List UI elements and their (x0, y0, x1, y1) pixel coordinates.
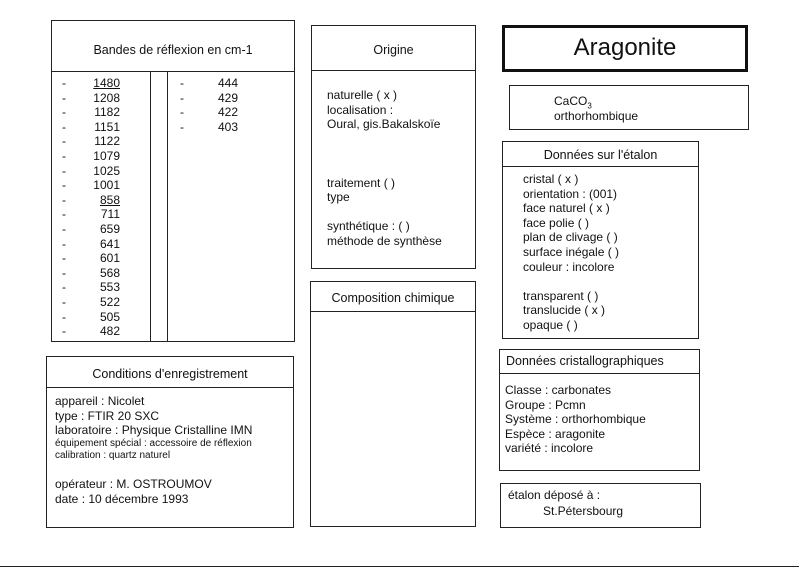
band-dash: - (62, 76, 66, 90)
band-row (62, 105, 120, 119)
band-value: 482 (99, 324, 120, 339)
band-value: 858 (99, 192, 120, 207)
band-row (62, 207, 120, 221)
band-row (180, 76, 238, 90)
band-dash: - (62, 236, 66, 251)
text-line: orientation : (001) (523, 186, 618, 201)
etalon-divider (503, 166, 698, 167)
band-value: 429 (217, 90, 238, 105)
bands-col-divider-1 (150, 71, 151, 341)
mineral-name: Aragonite (502, 25, 748, 72)
text-line: surface inégale ( ) (523, 245, 620, 259)
band-dash: - (62, 192, 66, 207)
text-line: plan de clivage ( ) (523, 230, 618, 245)
text-line: variété : incolore (505, 441, 594, 456)
band-value: 1025 (93, 163, 120, 178)
page-bottom-rule (0, 566, 799, 567)
band-dash: - (62, 105, 66, 120)
band-value: 641 (99, 236, 120, 251)
cristallo-divider (500, 373, 699, 374)
text-line: Oural, gis.Bakalskoïe (327, 117, 441, 132)
text-line: naturelle ( x ) (327, 88, 398, 102)
band-row (62, 222, 120, 236)
band-value: 403 (217, 119, 238, 134)
text-line: type (327, 190, 350, 205)
band-value: 422 (217, 105, 238, 120)
band-row (62, 76, 120, 90)
band-value: 568 (99, 265, 120, 280)
text-line: Groupe : Pcmn (505, 397, 586, 412)
bands-divider (52, 71, 294, 72)
bands-panel (51, 20, 295, 342)
band-value: 1151 (94, 119, 120, 134)
text-line: appareil : Nicolet (55, 394, 145, 408)
bands-title: Bandes de réflexion en cm-1 (93, 43, 253, 57)
conditions-title: Conditions d'enregistrement (92, 367, 248, 381)
formula-prefix: CaCO (554, 94, 588, 108)
band-dash: - (62, 295, 66, 309)
band-row (62, 134, 120, 148)
band-value: 1480 (93, 76, 120, 90)
band-dash: - (62, 251, 66, 266)
text-line: Espèce : aragonite (505, 426, 606, 441)
band-row (62, 295, 120, 309)
band-dash: - (62, 163, 66, 178)
text-line: localisation : (327, 102, 394, 117)
composition-panel (310, 281, 476, 527)
origine-panel (311, 25, 476, 269)
band-value: 601 (99, 251, 120, 266)
band-dash: - (62, 222, 66, 236)
band-row (62, 251, 120, 265)
band-dash: - (62, 149, 66, 163)
band-row (180, 105, 238, 119)
band-row (62, 280, 120, 294)
band-value: 1001 (93, 178, 120, 193)
band-row (62, 193, 120, 207)
band-row (62, 237, 120, 251)
band-value: 1122 (94, 134, 120, 149)
text-line: méthode de synthèse (327, 234, 442, 248)
band-value: 553 (99, 280, 120, 295)
text-line: synthétique : ( ) (327, 219, 410, 234)
conditions-divider (47, 387, 293, 388)
band-dash: - (62, 207, 66, 222)
band-row (62, 266, 120, 280)
band-dash: - (62, 178, 66, 193)
band-row (180, 91, 238, 105)
band-dash: - (180, 105, 184, 120)
text-line: couleur : incolore (523, 259, 615, 274)
band-value: 1182 (94, 105, 120, 120)
band-value: 1079 (93, 149, 120, 163)
etalon-panel (502, 141, 699, 339)
formula-panel (509, 85, 749, 130)
bands-col-divider-2 (167, 71, 168, 341)
band-dash: - (62, 119, 66, 134)
text-line: face polie ( ) (523, 215, 590, 230)
text-line: Système : orthorhombique (505, 412, 646, 427)
band-value: 659 (99, 222, 120, 236)
text-line: date : 10 décembre 1993 (55, 492, 189, 506)
origine-divider (312, 70, 475, 71)
crystal-system: orthorhombique (554, 109, 639, 123)
text-line: face naturel ( x ) (523, 201, 610, 216)
text-line: Classe : carbonates (505, 383, 612, 397)
composition-divider (311, 311, 475, 312)
band-value: 1208 (93, 90, 120, 105)
band-row (62, 120, 120, 134)
text-line: équipement spécial : accessoire de réflexion (55, 437, 252, 449)
cristallo-panel (499, 349, 700, 471)
text-line: translucide ( x ) (523, 303, 606, 318)
band-value: 711 (100, 207, 120, 222)
depot-place: St.Pétersbourg (543, 504, 624, 518)
band-dash: - (62, 280, 66, 295)
text-line: transparent ( ) (523, 288, 599, 303)
text-line: laboratoire : Physique Cristalline IMN (55, 423, 253, 438)
text-line: type : FTIR 20 SXC (55, 408, 160, 423)
band-dash: - (62, 90, 66, 105)
band-row (62, 310, 120, 324)
band-dash: - (62, 265, 66, 280)
text-line: traitement ( ) (327, 175, 396, 190)
band-dash: - (180, 90, 184, 105)
band-value: 505 (99, 309, 120, 324)
text-line: opaque ( ) (523, 318, 578, 332)
band-row (62, 178, 120, 192)
band-dash: - (180, 76, 184, 90)
text-line: cristal ( x ) (523, 172, 579, 186)
band-row (62, 324, 120, 338)
composition-title: Composition chimique (331, 291, 455, 305)
band-dash: - (62, 324, 66, 339)
band-row (62, 164, 120, 178)
band-row (62, 91, 120, 105)
band-dash: - (180, 119, 184, 134)
band-value: 522 (99, 295, 120, 309)
band-dash: - (62, 309, 66, 324)
text-line: calibration : quartz naturel (55, 450, 171, 462)
etalon-title: Données sur l'étalon (543, 148, 658, 162)
band-row (62, 149, 120, 163)
depot-panel (500, 483, 701, 528)
text-line: opérateur : M. OSTROUMOV (55, 477, 212, 492)
band-dash: - (62, 134, 66, 149)
cristallo-title: Données cristallographiques (506, 354, 664, 368)
band-value: 444 (217, 76, 238, 90)
formula-sub: 3 (587, 101, 592, 111)
conditions-panel (46, 356, 294, 528)
origine-title: Origine (373, 43, 414, 57)
depot-label: étalon déposé à : (508, 488, 601, 502)
band-row (180, 120, 238, 134)
